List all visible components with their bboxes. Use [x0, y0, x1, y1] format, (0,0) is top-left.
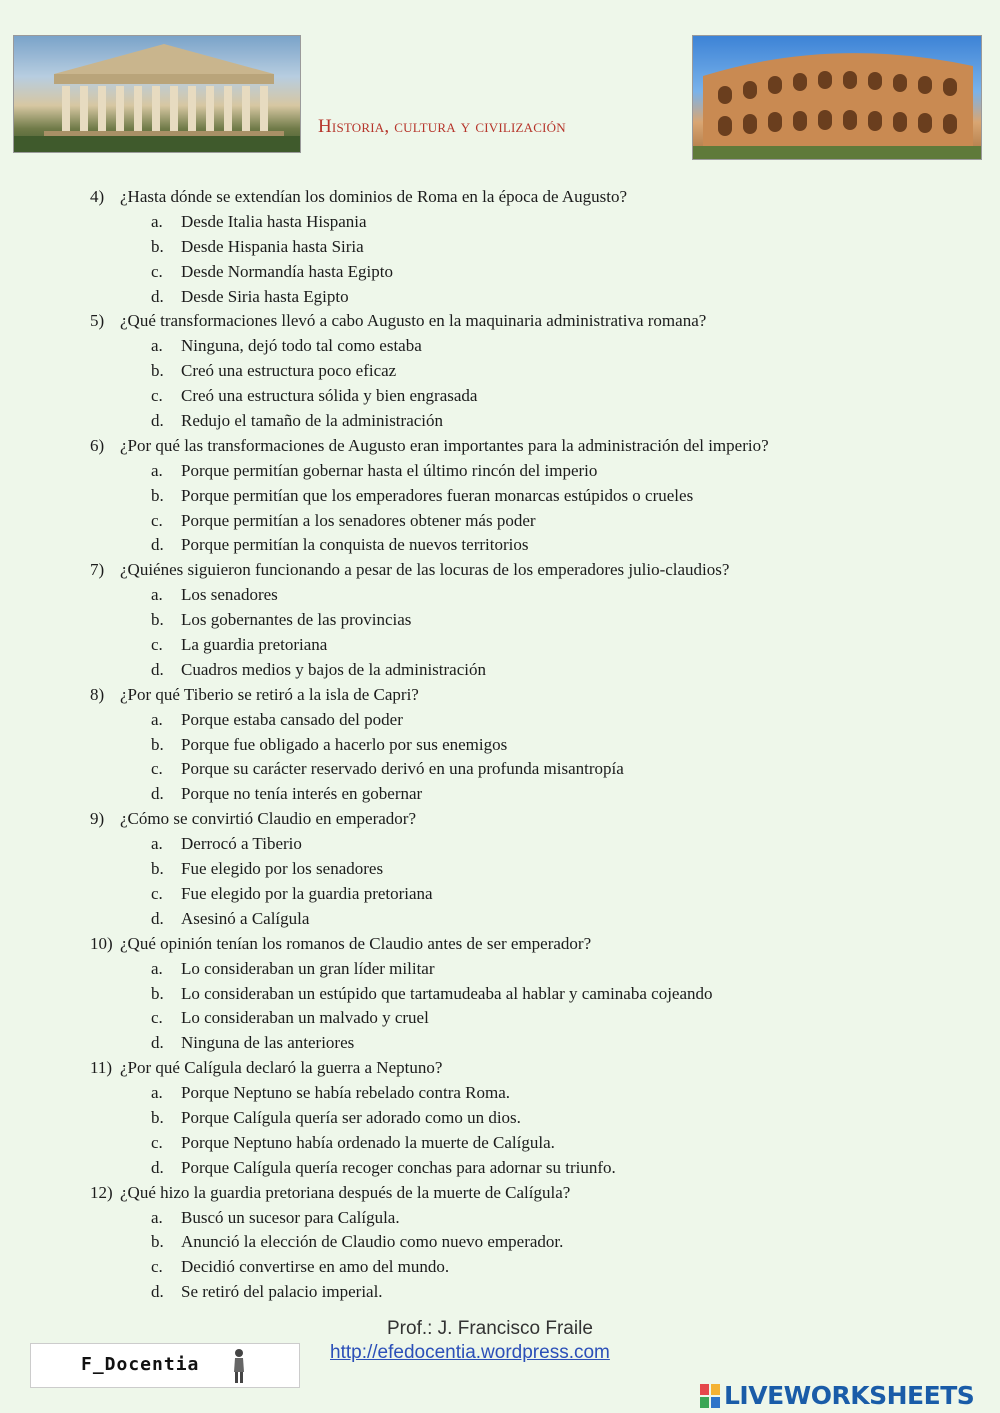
option-letter: a.: [151, 336, 163, 356]
question-number: 7): [90, 560, 105, 580]
question-text: ¿Qué transformaciones llevó a cabo Augusto en la maquinaria administrativa romana?: [120, 311, 707, 331]
option-letter: d.: [151, 1033, 164, 1053]
option-letter: a.: [151, 834, 163, 854]
answer-option[interactable]: [90, 708, 970, 733]
answer-option[interactable]: [90, 1280, 970, 1305]
option-letter: a.: [151, 1207, 163, 1227]
option-letter: d.: [151, 908, 164, 928]
option-text: Fue elegido por los senadores: [181, 859, 384, 879]
answer-option[interactable]: [90, 633, 970, 658]
option-letter: a.: [151, 709, 163, 729]
option-text: Porque permitían gobernar hasta el último rincón del imperio: [181, 460, 598, 480]
option-text: Creó una estructura sólida y bien engrasada: [181, 386, 478, 406]
question-12: [90, 1181, 970, 1206]
answer-option[interactable]: [90, 359, 970, 384]
answer-option[interactable]: [90, 409, 970, 434]
answer-option[interactable]: [90, 210, 970, 235]
question-6: [90, 434, 970, 459]
question-text: ¿Quiénes siguieron funcionando a pesar de las locuras de los emperadores julio-claudios?: [120, 560, 730, 580]
answer-option[interactable]: [90, 1106, 970, 1131]
option-letter: a.: [151, 211, 163, 231]
option-letter: d.: [151, 286, 164, 306]
question-number: 4): [90, 187, 105, 206]
option-letter: b.: [151, 485, 164, 505]
option-letter: c.: [151, 1008, 163, 1028]
option-letter: b.: [151, 610, 164, 630]
question-number: 11): [90, 1058, 113, 1078]
option-letter: d.: [151, 535, 164, 555]
option-letter: d.: [151, 1157, 164, 1177]
answer-option[interactable]: [90, 782, 970, 807]
fdocentia-logo: [30, 1343, 300, 1388]
liveworksheets-badge-icon: [700, 1384, 720, 1408]
option-letter: a.: [151, 1083, 163, 1103]
answer-option[interactable]: [90, 1230, 970, 1255]
option-text: Desde Normandía hasta Egipto: [181, 261, 393, 281]
answer-option[interactable]: [90, 583, 970, 608]
answer-option[interactable]: [90, 384, 970, 409]
option-text: Porque permitían que los emperadores fueran monarcas estúpidos o crueles: [181, 485, 694, 505]
answer-option[interactable]: [90, 334, 970, 359]
answer-option[interactable]: [90, 658, 970, 683]
answer-option[interactable]: [90, 832, 970, 857]
answer-option[interactable]: [90, 1255, 970, 1280]
option-text: Decidió convertirse en amo del mundo.: [181, 1257, 450, 1277]
option-letter: b.: [151, 983, 164, 1003]
option-text: Porque estaba cansado del poder: [181, 709, 403, 729]
answer-option[interactable]: [90, 957, 970, 982]
question-text: ¿Cómo se convirtió Claudio en emperador?: [120, 809, 416, 829]
option-text: Desde Siria hasta Egipto: [181, 286, 349, 306]
answer-option[interactable]: [90, 882, 970, 907]
option-letter: a.: [151, 460, 163, 480]
question-9: [90, 807, 970, 832]
option-letter: a.: [151, 585, 163, 605]
option-letter: b.: [151, 859, 164, 879]
author-name: Prof.: J. Francisco Fraile: [387, 1318, 593, 1339]
option-letter: b.: [151, 1232, 164, 1252]
colosseum-image: [692, 35, 982, 160]
answer-option[interactable]: [90, 509, 970, 534]
option-letter: c.: [151, 386, 163, 406]
answer-option[interactable]: [90, 608, 970, 633]
option-letter: c.: [151, 759, 163, 779]
option-text: Los senadores: [181, 585, 278, 605]
question-11: [90, 1056, 970, 1081]
option-letter: d.: [151, 784, 164, 804]
option-text: Se retiró del palacio imperial.: [181, 1282, 383, 1302]
answer-option[interactable]: [90, 235, 970, 260]
question-number: 6): [90, 435, 105, 455]
option-letter: c.: [151, 635, 163, 655]
option-letter: c.: [151, 1132, 163, 1152]
option-text: Desde Italia hasta Hispania: [181, 211, 367, 231]
option-text: Ninguna de las anteriores: [181, 1033, 355, 1053]
question-text: ¿Hasta dónde se extendían los dominios de Roma en la época de Augusto?: [120, 187, 628, 206]
option-text: Porque permitían a los senadores obtener más poder: [181, 510, 536, 530]
liveworksheets-brand[interactable]: LIVEWORKSHEETS: [724, 1381, 975, 1410]
question-number: 10): [90, 933, 113, 953]
answer-option[interactable]: [90, 857, 970, 882]
option-text: Redujo el tamaño de la administración: [181, 411, 444, 431]
question-text: ¿Por qué las transformaciones de Augusto eran importantes para la administración del imperio?: [120, 435, 769, 455]
option-text: Porque su carácter reservado derivó en una profunda misantropía: [181, 759, 624, 779]
temple-image: [13, 35, 301, 153]
option-letter: b.: [151, 1107, 164, 1127]
author-link[interactable]: http://efedocentia.wordpress.com: [330, 1342, 610, 1363]
answer-option[interactable]: [90, 1031, 970, 1056]
option-text: Ninguna, dejó todo tal como estaba: [181, 336, 422, 356]
option-letter: c.: [151, 883, 163, 903]
option-text: Porque permitían la conquista de nuevos territorios: [181, 535, 529, 555]
answer-option[interactable]: [90, 907, 970, 932]
question-list: [90, 185, 970, 1305]
question-number: 12): [90, 1182, 113, 1202]
option-letter: c.: [151, 510, 163, 530]
option-text: Porque Calígula quería recoger conchas para adornar su triunfo.: [181, 1157, 616, 1177]
option-letter: b.: [151, 236, 164, 256]
option-text: Lo consideraban un estúpido que tartamudeaba al hablar y caminaba cojeando: [181, 983, 713, 1003]
answer-option[interactable]: [90, 285, 970, 310]
option-text: Fue elegido por la guardia pretoriana: [181, 883, 433, 903]
page-title: Historia, cultura y civilización: [318, 116, 566, 137]
question-text: ¿Por qué Calígula declaró la guerra a Neptuno?: [120, 1058, 443, 1078]
answer-option[interactable]: [90, 982, 970, 1007]
option-text: Asesinó a Calígula: [181, 908, 310, 928]
option-letter: c.: [151, 261, 163, 281]
figure-icon: [231, 1348, 247, 1384]
question-4: [90, 185, 970, 210]
option-text: Porque no tenía interés en gobernar: [181, 784, 423, 804]
option-text: Cuadros medios y bajos de la administración: [181, 659, 486, 679]
option-text: Porque fue obligado a hacerlo por sus enemigos: [181, 734, 508, 754]
option-letter: b.: [151, 361, 164, 381]
question-5: [90, 309, 970, 334]
answer-option[interactable]: [90, 757, 970, 782]
question-text: ¿Qué opinión tenían los romanos de Claudio antes de ser emperador?: [120, 933, 592, 953]
question-text: ¿Qué hizo la guardia pretoriana después de la muerte de Calígula?: [120, 1182, 571, 1202]
option-text: Creó una estructura poco eficaz: [181, 361, 397, 381]
option-text: Derrocó a Tiberio: [181, 834, 302, 854]
answer-option[interactable]: [90, 1156, 970, 1181]
question-text: ¿Por qué Tiberio se retiró a la isla de Capri?: [120, 684, 419, 704]
option-text: Anunció la elección de Claudio como nuevo emperador.: [181, 1232, 564, 1252]
option-letter: a.: [151, 958, 163, 978]
answer-option[interactable]: [90, 533, 970, 558]
answer-option[interactable]: [90, 1131, 970, 1156]
option-letter: d.: [151, 411, 164, 431]
option-letter: c.: [151, 1257, 163, 1277]
option-letter: b.: [151, 734, 164, 754]
option-letter: d.: [151, 659, 164, 679]
option-letter: d.: [151, 1282, 164, 1302]
question-10: [90, 932, 970, 957]
option-text: Porque Neptuno había ordenado la muerte de Calígula.: [181, 1132, 555, 1152]
logo-text: F_Docentia: [81, 1354, 200, 1375]
option-text: Buscó un sucesor para Calígula.: [181, 1207, 400, 1227]
question-number: 9): [90, 809, 105, 829]
answer-option[interactable]: [90, 1081, 970, 1106]
answer-option[interactable]: [90, 1206, 970, 1231]
option-text: Lo consideraban un gran líder militar: [181, 958, 435, 978]
option-text: La guardia pretoriana: [181, 635, 328, 655]
option-text: Desde Hispania hasta Siria: [181, 236, 364, 256]
option-text: Lo consideraban un malvado y cruel: [181, 1008, 429, 1028]
answer-option[interactable]: [90, 260, 970, 285]
answer-option[interactable]: [90, 1006, 970, 1031]
option-text: Porque Calígula quería ser adorado como un dios.: [181, 1107, 521, 1127]
option-text: Los gobernantes de las provincias: [181, 610, 412, 630]
question-number: 5): [90, 311, 105, 331]
answer-option[interactable]: [90, 459, 970, 484]
answer-option[interactable]: [90, 484, 970, 509]
question-8: [90, 683, 970, 708]
answer-option[interactable]: [90, 733, 970, 758]
question-number: 8): [90, 684, 105, 704]
option-text: Porque Neptuno se había rebelado contra Roma.: [181, 1083, 511, 1103]
question-7: [90, 558, 970, 583]
